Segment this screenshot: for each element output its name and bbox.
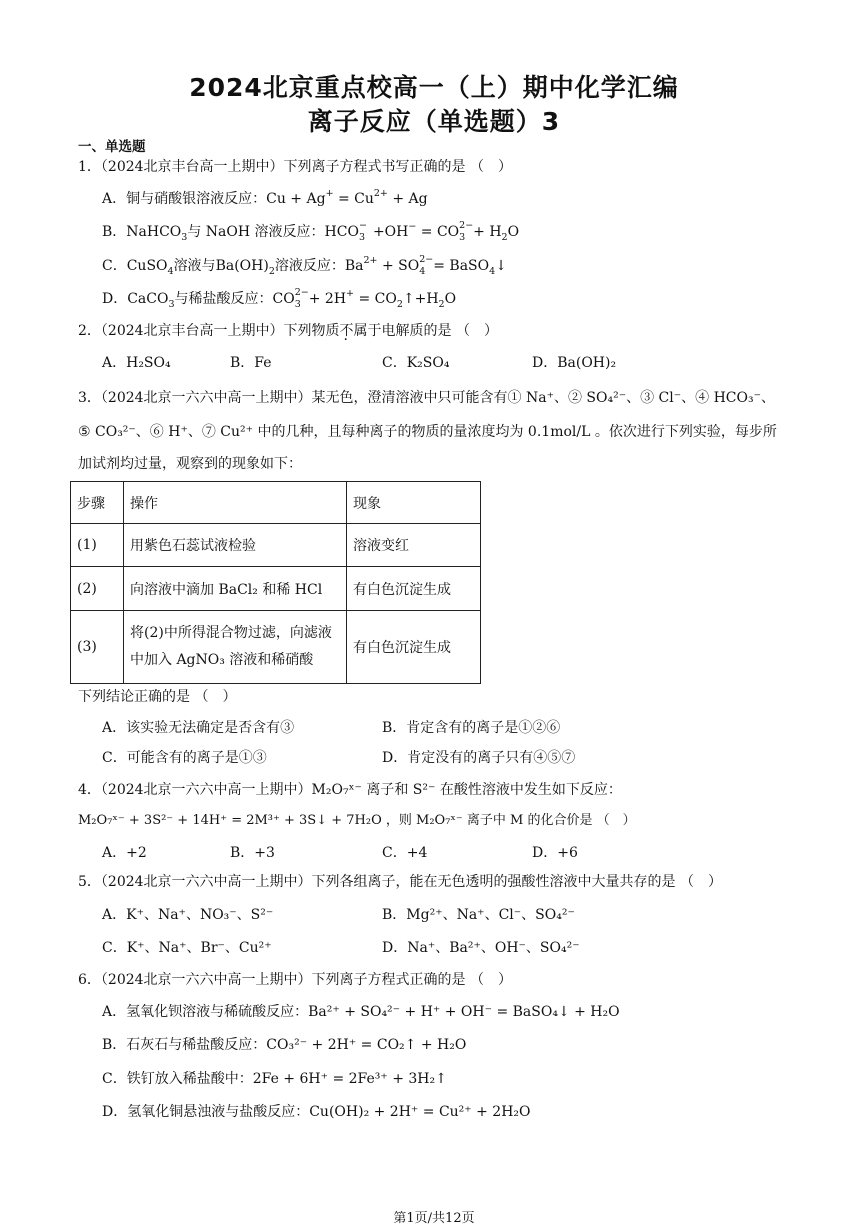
q2-stem-post: 电解质的是 （ ） [381,323,498,339]
q3-conclusion: 下列结论正确的是 （ ） [78,689,237,705]
q5-option-c: C．K⁺、Na⁺、Br⁻、Cu²⁺ [102,940,272,956]
table-header-row [71,482,481,524]
table-cell: 将(2)中所得混合物过滤，向滤液中加入 AgNO₃ 溶液和稀硝酸 [124,611,347,684]
table-cell: 溶液变红 [347,524,481,567]
q3-option-d: D．肯定没有的离子只有④⑤⑦ [382,750,576,766]
q1-d-label: D．CaCO [102,291,169,307]
q6-stem: 6．（2024北京一六六中高一上期中）下列离子方程式正确的是 （ ） [78,972,512,988]
q3-option-b: B．肯定含有的离子是①②⑥ [382,720,561,736]
q3-line3: 加试剂均过量，观察到的现象如下： [78,456,302,472]
table-header-cell: 步骤 [71,482,124,524]
q2-option-c: C．K₂SO₄ [382,355,450,371]
q2-stem-pre: 2．（2024北京丰台高一上期中）下列物质 [78,323,340,339]
table-cell: 有白色沉淀生成 [347,611,481,684]
q1-option-d: D．CaCO$_3$与稀盐酸反应：CO 2− 3 + $2H^+ = CO_2↑+H_2O$ [102,287,457,310]
document-subtitle: 离子反应（单选题）3 [307,107,561,136]
q1-b-label: B．NaHCO [102,224,182,240]
q6-option-a: A．氢氧化钡溶液与稀硫酸反应：Ba²⁺ + SO₄²⁻ + H⁺ + OH⁻ = BaSO₄↓ + H₂O [102,1004,620,1020]
q1-c-mid1: 溶液与 [173,258,216,274]
q1-option-c: C．CuSO$_4$溶液与$Ba(OH)_2$溶液反应：$Ba^{2+}$ + SO 2− 4 = BaSO$_4$↓ [102,254,507,277]
q1-d-mid: 与稀盐酸反应： [174,291,273,307]
table-header-cell: 现象 [347,482,481,524]
q1-c-label: C．CuSO [102,258,168,274]
table-header-cell: 操作 [124,482,347,524]
q2-option-d: D．Ba(OH)₂ [532,355,617,371]
q1-c-mid2: 溶液反应： [274,258,345,274]
q2-stem-emph: 不属于 [339,323,382,339]
q5-option-a: A．K⁺、Na⁺、NO₃⁻、S²⁻ [102,907,274,923]
q4-option-c: C．+4 [382,845,428,861]
table-cell: (3) [71,611,124,684]
q2-option-a: A．H₂SO₄ [102,355,171,371]
section-heading: 一、单选题 [78,139,146,155]
table-row [71,524,481,567]
table-cell: (1) [71,524,124,567]
q1-stem: 1．（2024北京丰台高一上期中）下列离子方程式书写正确的是 （ ） [78,159,512,175]
q1-option-b: B．NaHCO$_3$与 NaOH 溶液反应：HCO − 3 +OH− = CO 2− 3 + $H_2O$ [102,220,520,243]
q2-option-b: B．Fe [230,355,272,371]
q5-stem: 5．（2024北京一六六中高一上期中）下列各组离子，能在无色透明的强酸性溶液中大量共存的是 （ ） [78,874,722,890]
q4-option-d: D．+6 [532,845,578,861]
q1-option-a: A．铜与硝酸银溶液反应：$Cu + Ag^+ = Cu^{2+} + Ag$ [102,188,428,207]
q5-option-b: B．Mg²⁺、Na⁺、Cl⁻、SO₄²⁻ [382,907,575,923]
table-cell: 有白色沉淀生成 [347,567,481,611]
document-title: 2024北京重点校高一（上）期中化学汇编 [189,73,679,102]
q6-option-c: C．铁钉放入稀盐酸中：2Fe + 6H⁺ = 2Fe³⁺ + 3H₂↑ [102,1071,447,1087]
table-cell: (2) [71,567,124,611]
experiment-table [70,481,481,684]
q1-b-mid: 与 NaOH 溶液反应： [187,224,325,240]
q5-option-d: D．Na⁺、Ba²⁺、OH⁻、SO₄²⁻ [382,940,580,956]
q3-option-c: C．可能含有的离子是①③ [102,750,267,766]
q6-option-b: B．石灰石与稀盐酸反应：CO₃²⁻ + 2H⁺ = CO₂↑ + H₂O [102,1037,467,1053]
page-footer: 第1页/共12页 [393,1211,475,1226]
table-cell: 用紫色石蕊试液检验 [124,524,347,567]
q6-option-d: D．氢氧化铜悬浊液与盐酸反应：Cu(OH)₂ + 2H⁺ = Cu²⁺ + 2H₂O [102,1104,531,1120]
q1-a-label: A．铜与硝酸银溶液反应： [102,191,267,207]
q3-line1: 3．（2024北京一六六中高一上期中）某无色，澄清溶液中只可能含有① Na⁺、② SO₄²⁻、③ Cl⁻、④ HCO₃⁻、 [78,390,775,406]
q4-option-b: B．+3 [230,845,275,861]
q4-line2: M₂O₇ˣ⁻ + 3S²⁻ + 14H⁺ = 2M³⁺ + 3S↓ + 7H₂O ，则 M₂O₇ˣ⁻ 离子中 M 的化合价是 （ ） [78,813,636,828]
q3-option-a: A．该实验无法确定是否含有③ [102,720,295,736]
table-row [71,567,481,611]
table-row [71,611,481,684]
q4-option-a: A．+2 [102,845,147,861]
q2-stem [78,320,498,340]
q3-line2: ⑤ CO₃²⁻、⑥ H⁺、⑦ Cu²⁺ 中的几种，且每种离子的物质的量浓度均为 0.1mol/L 。依次进行下列实验，每步所 [78,424,777,440]
q4-line1: 4．（2024北京一六六中高一上期中）M₂O₇ˣ⁻ 离子和 S²⁻ 在酸性溶液中发生如下反应： [78,782,622,798]
table-cell: 向溶液中滴加 BaCl₂ 和稀 HCl [124,567,347,611]
